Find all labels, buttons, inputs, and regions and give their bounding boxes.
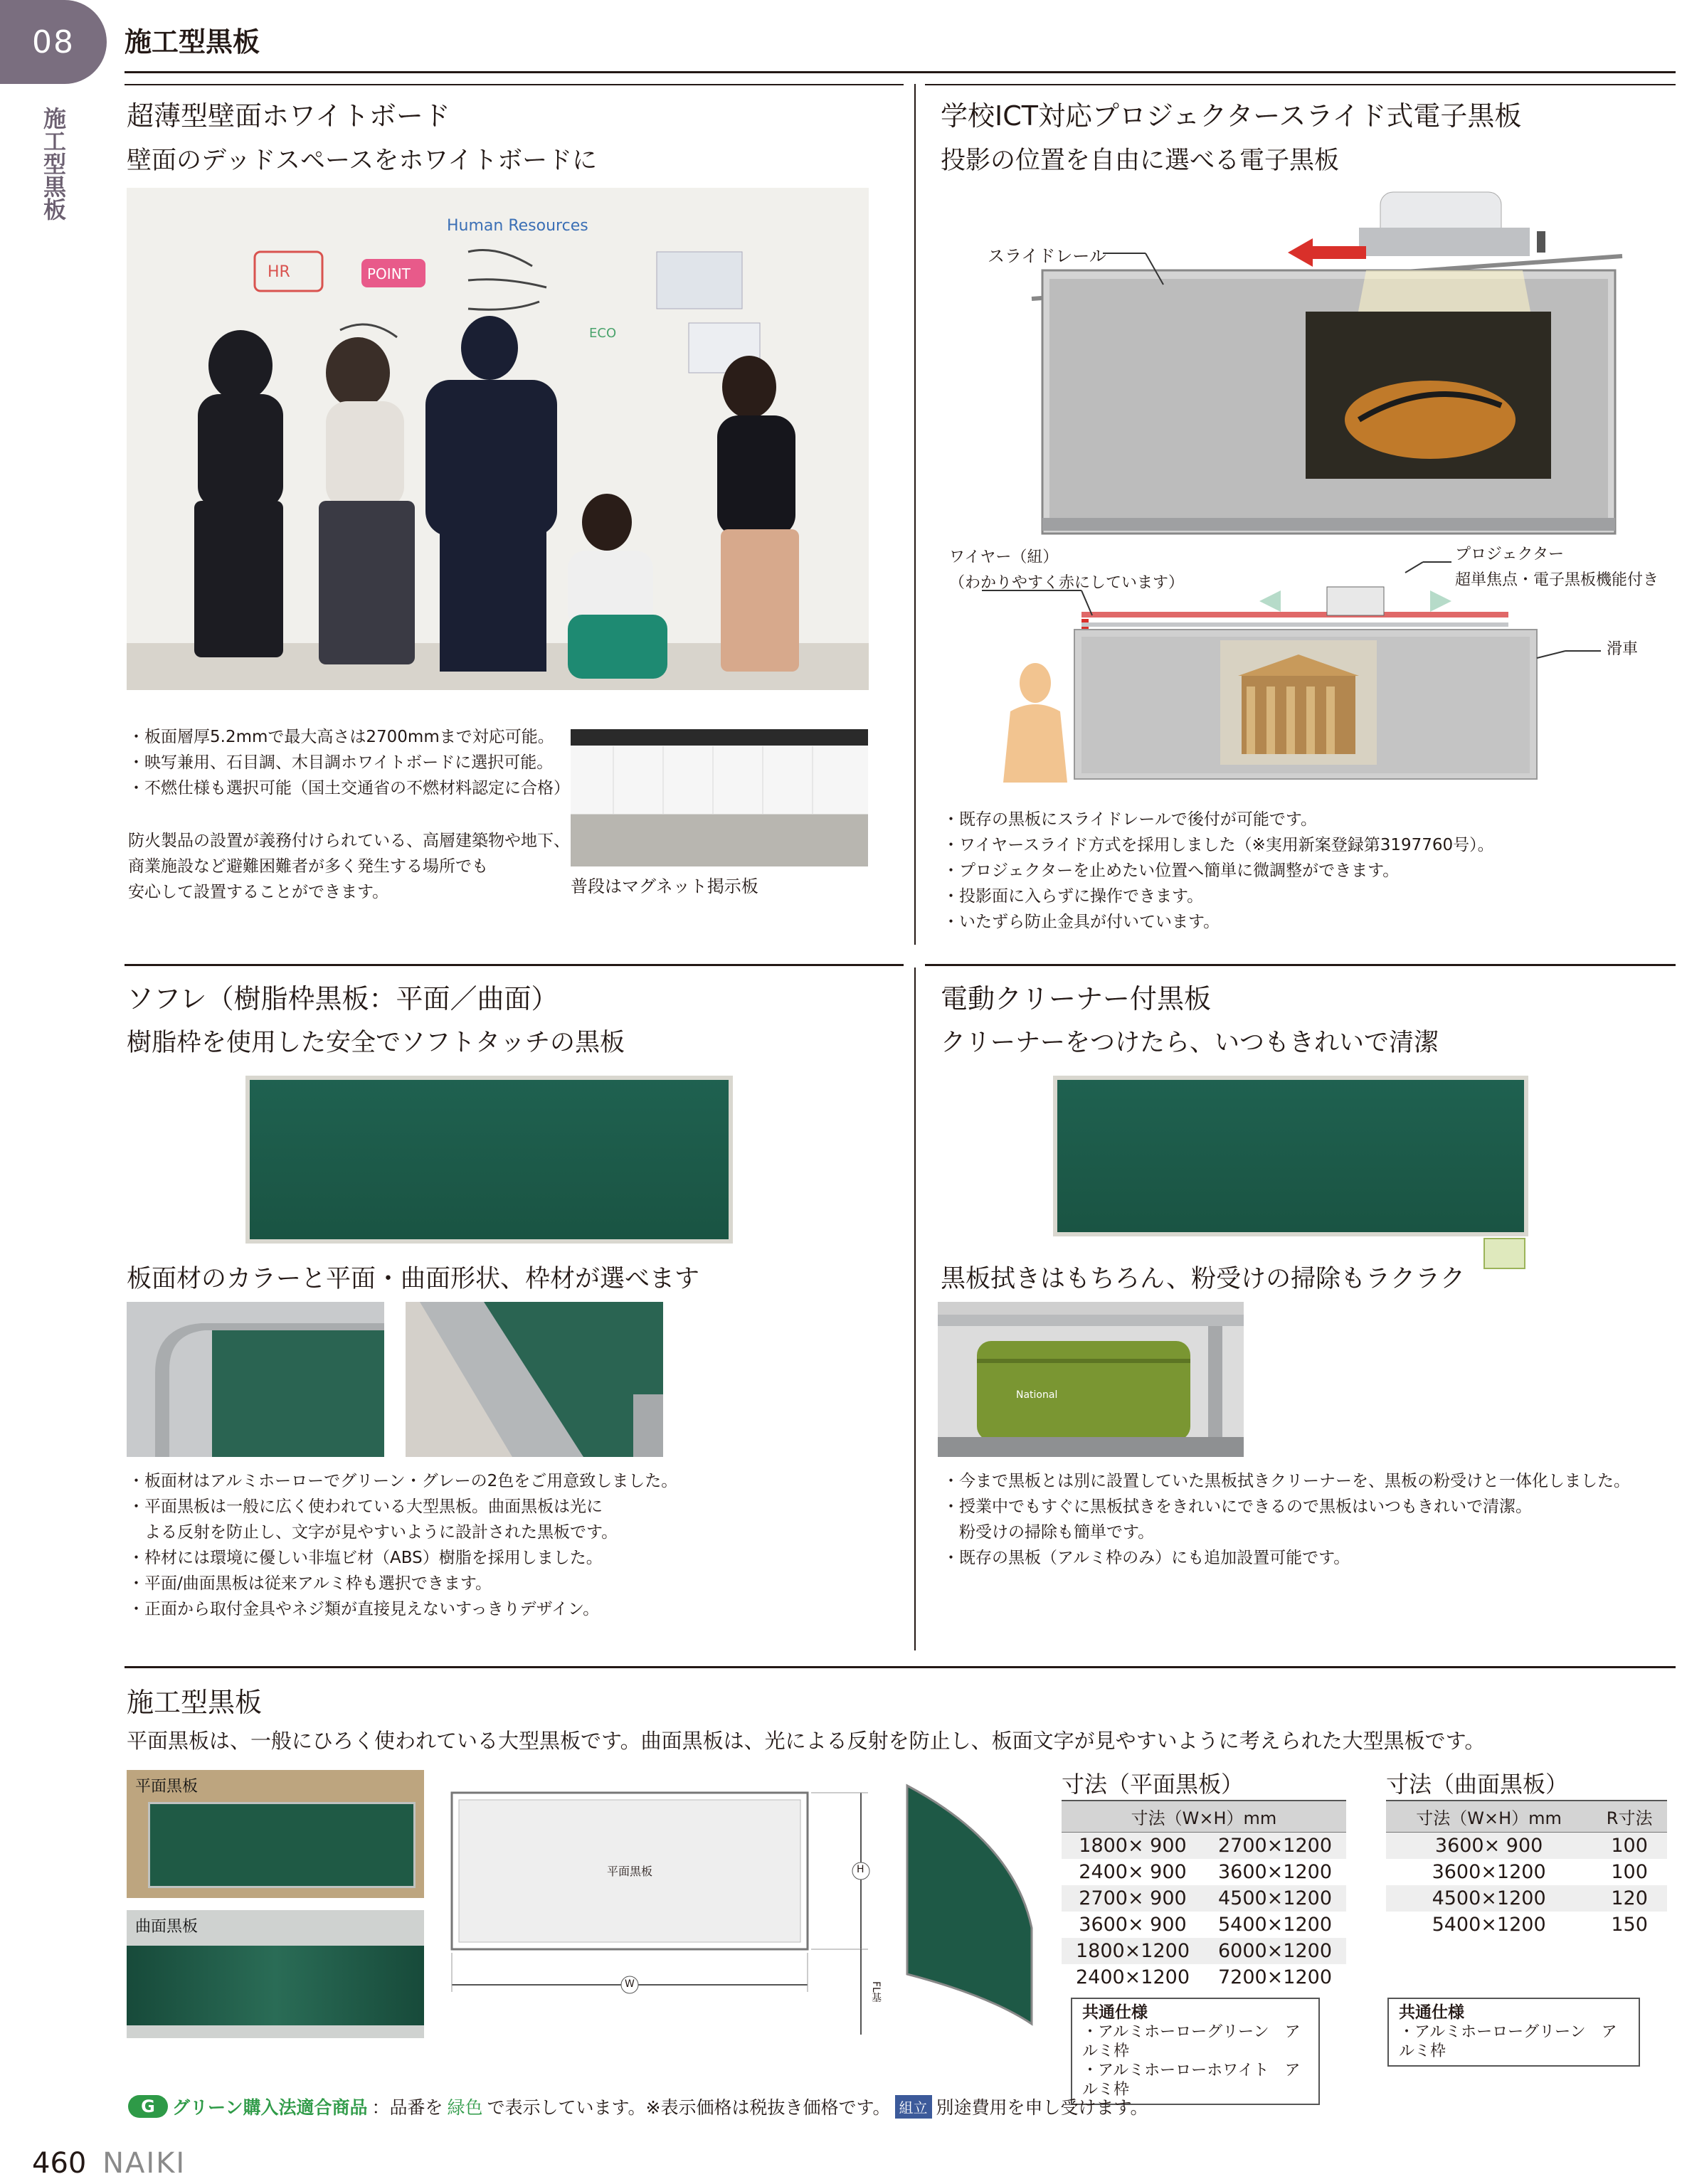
s1-title: 超薄型壁面ホワイトボード (127, 100, 450, 132)
resin-corner-illustration (127, 1302, 384, 1457)
s1-bullet: ・不燃仕様も選択可能（国土交通省の不燃材料認定に合格） (128, 779, 570, 797)
s1-para-line: 防火製品の設置が義務付けられている、高層建築物や地下、 (128, 832, 570, 850)
flat-common-spec: 共通仕様 ・アルミホーローグリーン アルミ枠 ・アルミホーローホワイト アルミ枠 (1071, 1998, 1320, 2105)
sofre-board-image (245, 1076, 733, 1244)
s5-rule (125, 1666, 1676, 1668)
table-cell: 3600×1200 (1217, 1861, 1333, 1883)
footer-note-text1: ：品番を (371, 2097, 443, 2118)
table-cell: 3600×1200 (1432, 1861, 1546, 1883)
table-row (1386, 1885, 1667, 1912)
table-row (1062, 1859, 1346, 1885)
s4-bullet: ・今まで黒板とは別に設置していた黒板拭きクリーナーを、黒板の粉受けと一体化しました。 (943, 1472, 1630, 1490)
wb-text-point: POINT (367, 265, 411, 282)
s2-bullet: ・投影面に入らずに操作できます。 (943, 887, 1204, 906)
page-title: 施工型黒板 (125, 26, 260, 58)
column-divider-mid (914, 968, 916, 1650)
s1-paragraph (128, 828, 570, 905)
s3-bullet: ・平面黒板は一般に広く使われている大型黒板。曲面黒板は光に (128, 1497, 603, 1516)
diagram-h-label: H (857, 1864, 864, 1875)
s1-subtitle: 壁面のデッドスペースをホワイトボードに (127, 147, 598, 175)
s2-rule (925, 84, 1676, 85)
flat-board-surface (148, 1802, 416, 1888)
cleaner-brand-label: National (1016, 1389, 1058, 1401)
table-cell: 100 (1611, 1861, 1648, 1883)
s5-description: 平面黒板は、一般にひろく使われている大型黒板です。曲面黒板は、光による反射を防止し、板面文字が見やすいように考えられた大型黒板です。 (127, 1729, 1486, 1753)
whiteboard-scene-illustration (127, 188, 869, 690)
flat-board-photo (127, 1770, 424, 1898)
s4-bullet: ・既存の黒板（アルミ枠のみ）にも追加設置可能です。 (943, 1549, 1350, 1567)
s1-bullet: ・映写兼用、石目調、木目調ホワイトボードに選択可能。 (128, 753, 554, 772)
chapter-tab (0, 0, 107, 84)
diagram-board-label: 平面黒板 (607, 1865, 653, 1878)
table-row (1062, 1801, 1346, 1833)
table-cell: 5400×1200 (1217, 1914, 1333, 1936)
s4-rule (925, 964, 1676, 966)
s4-title: 電動クリーナー付黒板 (941, 983, 1212, 1014)
table-row (1062, 1912, 1346, 1938)
table-row (1386, 1833, 1667, 1860)
footer-note-green: 緑色 (447, 2097, 483, 2118)
label-pulley: 滑車 (1607, 640, 1639, 658)
column-divider-top (914, 84, 916, 945)
room-panels-illustration (571, 729, 868, 866)
s5-title: 施工型黒板 (127, 1687, 263, 1718)
curved-size-table (1386, 1800, 1667, 1938)
table-cell: 7200×1200 (1217, 1966, 1333, 1988)
diagram-w-label: W (625, 1978, 635, 1990)
table-cell: 2400×1200 (1075, 1966, 1190, 1988)
table-cell: 150 (1611, 1914, 1648, 1936)
s2-bullets (943, 807, 1494, 935)
flat-table-header: 寸法（W×H）mm (1062, 1801, 1346, 1833)
s4-subtitle2: 黒板拭きはもちろん、粉受けの掃除もラクラク (941, 1265, 1466, 1293)
table-cell: 1800× 900 (1062, 1833, 1204, 1860)
s2-bullet: ・既存の黒板にスライドレールで後付が可能です。 (943, 810, 1318, 829)
table-cell: 4500×1200 (1204, 1885, 1346, 1912)
table-cell: 120 (1592, 1885, 1667, 1912)
s2-subtitle: 投影の位置を自由に選べる電子黒板 (941, 147, 1340, 175)
brand-name: NAIKI (102, 2147, 186, 2180)
s2-bullet: ・ワイヤースライド方式を採用しました（※実用新案登録第3197760号）。 (943, 836, 1494, 854)
s1-photo-caption: 普段はマグネット掲示板 (571, 876, 758, 896)
s2-title: 学校ICT対応プロジェクタースライド式電子黒板 (941, 100, 1522, 132)
assembly-badge-icon: 組立 (895, 2095, 932, 2119)
projector-diagram (939, 185, 1672, 811)
curved-board-side-view (904, 1779, 1039, 2031)
flat-board-dimension-diagram (445, 1779, 886, 2035)
chapter-vertical-label: 施工型黒板 (40, 107, 67, 221)
s3-title: ソフレ（樹脂枠黒板：平面／曲面） (127, 983, 559, 1014)
curved-table-header-size: 寸法（W×H）mm (1386, 1801, 1592, 1833)
footer-note-text3: 別途費用を申し受けます。 (936, 2097, 1148, 2118)
header-rule (125, 71, 1676, 73)
curved-table-heading: 寸法（曲面黒板） (1386, 1771, 1569, 1798)
diagram-fl-label: FL基 (870, 1981, 882, 2003)
flat-size-table (1062, 1800, 1346, 1990)
resin-frame-side-photo (406, 1302, 663, 1457)
green-mark-icon: G (128, 2095, 168, 2118)
chapter-number: 08 (32, 23, 75, 60)
table-row (1062, 1833, 1346, 1860)
footer-note-text2: で表示しています。※表示価格は税抜き価格です。 (487, 2097, 891, 2118)
table-cell: 6000×1200 (1204, 1938, 1346, 1964)
s2-bullet: ・プロジェクターを止めたい位置へ簡単に微調整ができます。 (943, 862, 1400, 880)
s3-subtitle2: 板面材のカラーと平面・曲面形状、枠材が選べます (127, 1265, 700, 1293)
green-purchase-label: グリーン購入法適合商品 (172, 2097, 368, 2118)
s3-bullet: ・平面/曲面黒板は従来アルミ枠も選択できます。 (128, 1574, 492, 1593)
table-cell: 5400×1200 (1432, 1914, 1546, 1936)
table-row (1386, 1801, 1667, 1833)
label-slide-rail: スライドレール (988, 246, 1106, 266)
s1-para-line: 商業施設など避難困難者が多く発生する場所でも (128, 857, 488, 876)
s2-bullet: ・いたずら防止金具が付いています。 (943, 913, 1220, 931)
curved-board-surface (127, 1946, 424, 2025)
wb-text-hr-title: Human Resources (447, 217, 588, 235)
s4-bullets (943, 1468, 1630, 1571)
table-row (1062, 1885, 1346, 1912)
curved-board-photo (127, 1910, 424, 2038)
curved-board-illustration (904, 1779, 1039, 2031)
s4-subtitle: クリーナーをつけたら、いつもきれいで清潔 (941, 1029, 1439, 1057)
label-wire: ワイヤー（紐） （わかりやすく赤にしています） (949, 548, 1185, 592)
s1-rule (125, 84, 904, 85)
resin-side-illustration (406, 1302, 663, 1457)
projector-diagram-illustration (939, 185, 1672, 811)
curved-table-header-r: R寸法 (1592, 1801, 1667, 1833)
wb-text-eco: ECO (589, 326, 617, 341)
dimension-diagram-illustration (445, 1779, 886, 2035)
label-projector: プロジェクター 超単焦点・電子黒板機能付き (1455, 546, 1659, 589)
curved-common-spec: 共通仕様 ・アルミホーローグリーン アルミ枠 (1387, 1998, 1640, 2067)
resin-frame-corner-photo (127, 1302, 384, 1457)
table-row (1386, 1859, 1667, 1885)
cleaner-unit-icon (1483, 1238, 1525, 1269)
cleaner-board-image (1053, 1076, 1528, 1236)
table-cell: 1800×1200 (1062, 1938, 1204, 1964)
flat-board-photo-label: 平面黒板 (135, 1778, 199, 1796)
table-row (1062, 1964, 1346, 1990)
table-cell: 4500×1200 (1386, 1885, 1592, 1912)
table-cell: 2700×1200 (1204, 1833, 1346, 1860)
table-cell: 3600× 900 (1079, 1914, 1187, 1936)
s3-bullet: ・正面から取付金具やネジ類が直接見えないすっきりデザイン。 (128, 1600, 600, 1618)
table-cell: 2400× 900 (1079, 1861, 1187, 1883)
s1-para-line: 安心して設置することができます。 (128, 883, 389, 901)
empty-room-photo (571, 729, 868, 866)
table-cell: 2700× 900 (1062, 1885, 1204, 1912)
cleaner-illustration (938, 1302, 1244, 1457)
s4-bullet: 粉受けの掃除も簡単です。 (943, 1523, 1155, 1542)
s1-bullets (128, 724, 570, 801)
footer-note (128, 2094, 1148, 2119)
s3-rule (125, 964, 904, 966)
curved-board-photo-label: 曲面黒板 (135, 1918, 199, 1936)
s3-bullet: ・枠材には環境に優しい非塩ビ材（ABS）樹脂を採用しました。 (128, 1549, 603, 1567)
table-row (1386, 1912, 1667, 1938)
s4-bullet: ・授業中でもすぐに黒板拭きをきれいにできるので黒板はいつもきれいで清潔。 (943, 1497, 1532, 1516)
cleaner-photo (938, 1302, 1244, 1457)
s3-subtitle: 樹脂枠を使用した安全でソフトタッチの黒板 (127, 1029, 625, 1057)
table-row (1062, 1938, 1346, 1964)
table-cell: 100 (1592, 1833, 1667, 1860)
s3-bullets (128, 1468, 677, 1622)
flat-table-heading: 寸法（平面黒板） (1062, 1771, 1244, 1798)
s1-bullet: ・板面層厚5.2mmで最大高さは2700mmまで対応可能。 (128, 728, 554, 746)
s3-bullet: ・板面材はアルミホーローでグリーン・グレーの2色をご用意致しました。 (128, 1472, 678, 1490)
table-cell: 3600× 900 (1386, 1833, 1592, 1860)
whiteboard-office-photo (127, 188, 869, 690)
s3-bullet: よる反射を防止し、文字が見やすいように設計された黒板です。 (128, 1523, 618, 1542)
page-number: 460 NAIKI (32, 2147, 186, 2180)
wb-text-hr: HR (268, 263, 290, 281)
